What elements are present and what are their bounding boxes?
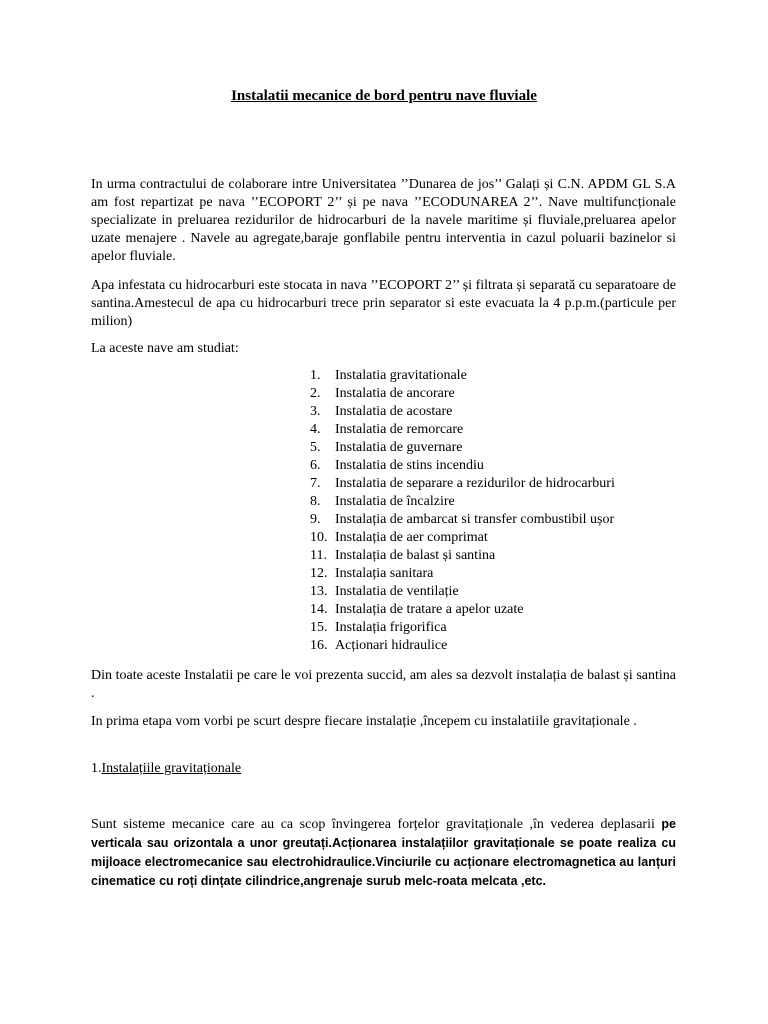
list-item [310, 403, 615, 421]
list-item-text: Instalatia de remorcare [335, 422, 464, 437]
section-heading [91, 760, 676, 778]
list-item [310, 385, 615, 403]
list-item-number: 13. [310, 584, 328, 599]
list-item-text: Instalatia de separare a rezidurilor de hidrocarburi [335, 476, 615, 491]
list-item-number: 1. [310, 368, 321, 383]
list-item-number: 16. [310, 638, 328, 653]
list-item [310, 367, 615, 385]
list-item-text: Instalația de balast și santina [335, 548, 496, 563]
list-item [310, 493, 615, 511]
list-item-text: Instalația frigorifica [335, 620, 447, 635]
list-item [310, 439, 615, 457]
list-item [310, 637, 615, 655]
list-item-number: 5. [310, 440, 321, 455]
list-item-text: Instalația sanitara [335, 566, 434, 581]
list-item [310, 529, 615, 547]
list-item [310, 475, 615, 493]
list-item [310, 565, 615, 583]
section-number: 1. [91, 761, 102, 776]
list-item-number: 2. [310, 386, 321, 401]
list-item [310, 601, 615, 619]
list-item-number: 15. [310, 620, 328, 635]
list-item-text: Instalatia de stins incendiu [335, 458, 484, 473]
list-item-text: Instalatia de ventilație [335, 584, 459, 599]
list-item-text: Instalatia gravitationale [335, 368, 467, 383]
document-title: Instalatii mecanice de bord pentru nave fluviale [231, 88, 537, 104]
section-title: Instalațiile gravitaționale [101, 761, 242, 776]
list-item [310, 583, 615, 601]
list-item-number: 14. [310, 602, 328, 617]
list-item-number: 4. [310, 422, 321, 437]
apa-paragraph: Apa infestata cu hidrocarburi este stocata in nava ’’ECOPORT 2’’ și filtrata și separată cu separatoare de santina.Amestecul de apa cu hidrocarburi trece prin separator si este evacuata la 4 p.p.m.(particule per milion) [91, 278, 676, 329]
list-item [310, 457, 615, 475]
list-item-number: 9. [310, 512, 321, 527]
studiat-paragraph: La aceste nave am studiat: [91, 341, 239, 356]
sunt-sans-text: pe verticala sau orizontala a unor greutați.Acționarea instalațiilor gravitaționale se poate realiza cu mijloace electromecanice sau electrohidraulice.Vinciurile cu acționare electromagnetica au lanțuri cinematice cu roți dințate cilindrice,angrenaje surub melc-roata melcata ,etc. [91, 817, 677, 888]
list-item-text: Instalatia de ancorare [335, 386, 455, 401]
intro-paragraph: In urma contractului de colaborare intre Universitatea ’’Dunarea de jos’’ Galați și C.N. APDM GL S.A am fost repartizat pe nava ’’ECOPORT 2’’ și pe nava ’’ECODUNAREA 2’’. Nave multifuncționale specializate in preluarea rezidurilor de hidrocarburi de la navele maritime și fluviale,preluarea apelor uzate menajere . Navele au agregate,baraje gonflabile pentru interventia in cazul poluarii bazinelor si apelor fluviale. [91, 177, 676, 264]
sunt-paragraph [91, 815, 676, 891]
list-item-number: 7. [310, 476, 321, 491]
list-item-number: 12. [310, 566, 328, 581]
list-item-text: Instalația de tratare a apelor uzate [335, 602, 524, 617]
list-item-number: 8. [310, 494, 321, 509]
sunt-serif-text: Sunt sisteme mecanice care au ca scop învingerea forțelor gravitaționale ,în vederea deplasarii [91, 817, 655, 832]
prima-etapa-paragraph: In prima etapa vom vorbi pe scurt despre fiecare instalație ,începem cu instalatiile gravitaționale . [91, 714, 637, 729]
list-item [310, 547, 615, 565]
list-item-number: 6. [310, 458, 321, 473]
list-item-number: 10. [310, 530, 328, 545]
list-item-text: Instalatia de încalzire [335, 494, 455, 509]
list-item-text: Instalatia de acostare [335, 404, 453, 419]
list-item-number: 11. [310, 548, 327, 563]
list-item [310, 511, 615, 529]
list-item [310, 619, 615, 637]
list-item-text: Instalația de ambarcat si transfer combustibil ușor [335, 512, 615, 527]
din-toate-paragraph: Din toate aceste Instalatii pe care le voi prezenta succid, am ales sa dezvolt instalația de balast și santina . [91, 668, 676, 701]
installations-list [310, 367, 615, 655]
list-item [310, 421, 615, 439]
list-item-text: Instalația de aer comprimat [335, 530, 488, 545]
list-item-text: Instalatia de guvernare [335, 440, 463, 455]
list-item-number: 3. [310, 404, 321, 419]
list-item-text: Acționari hidraulice [335, 638, 448, 653]
